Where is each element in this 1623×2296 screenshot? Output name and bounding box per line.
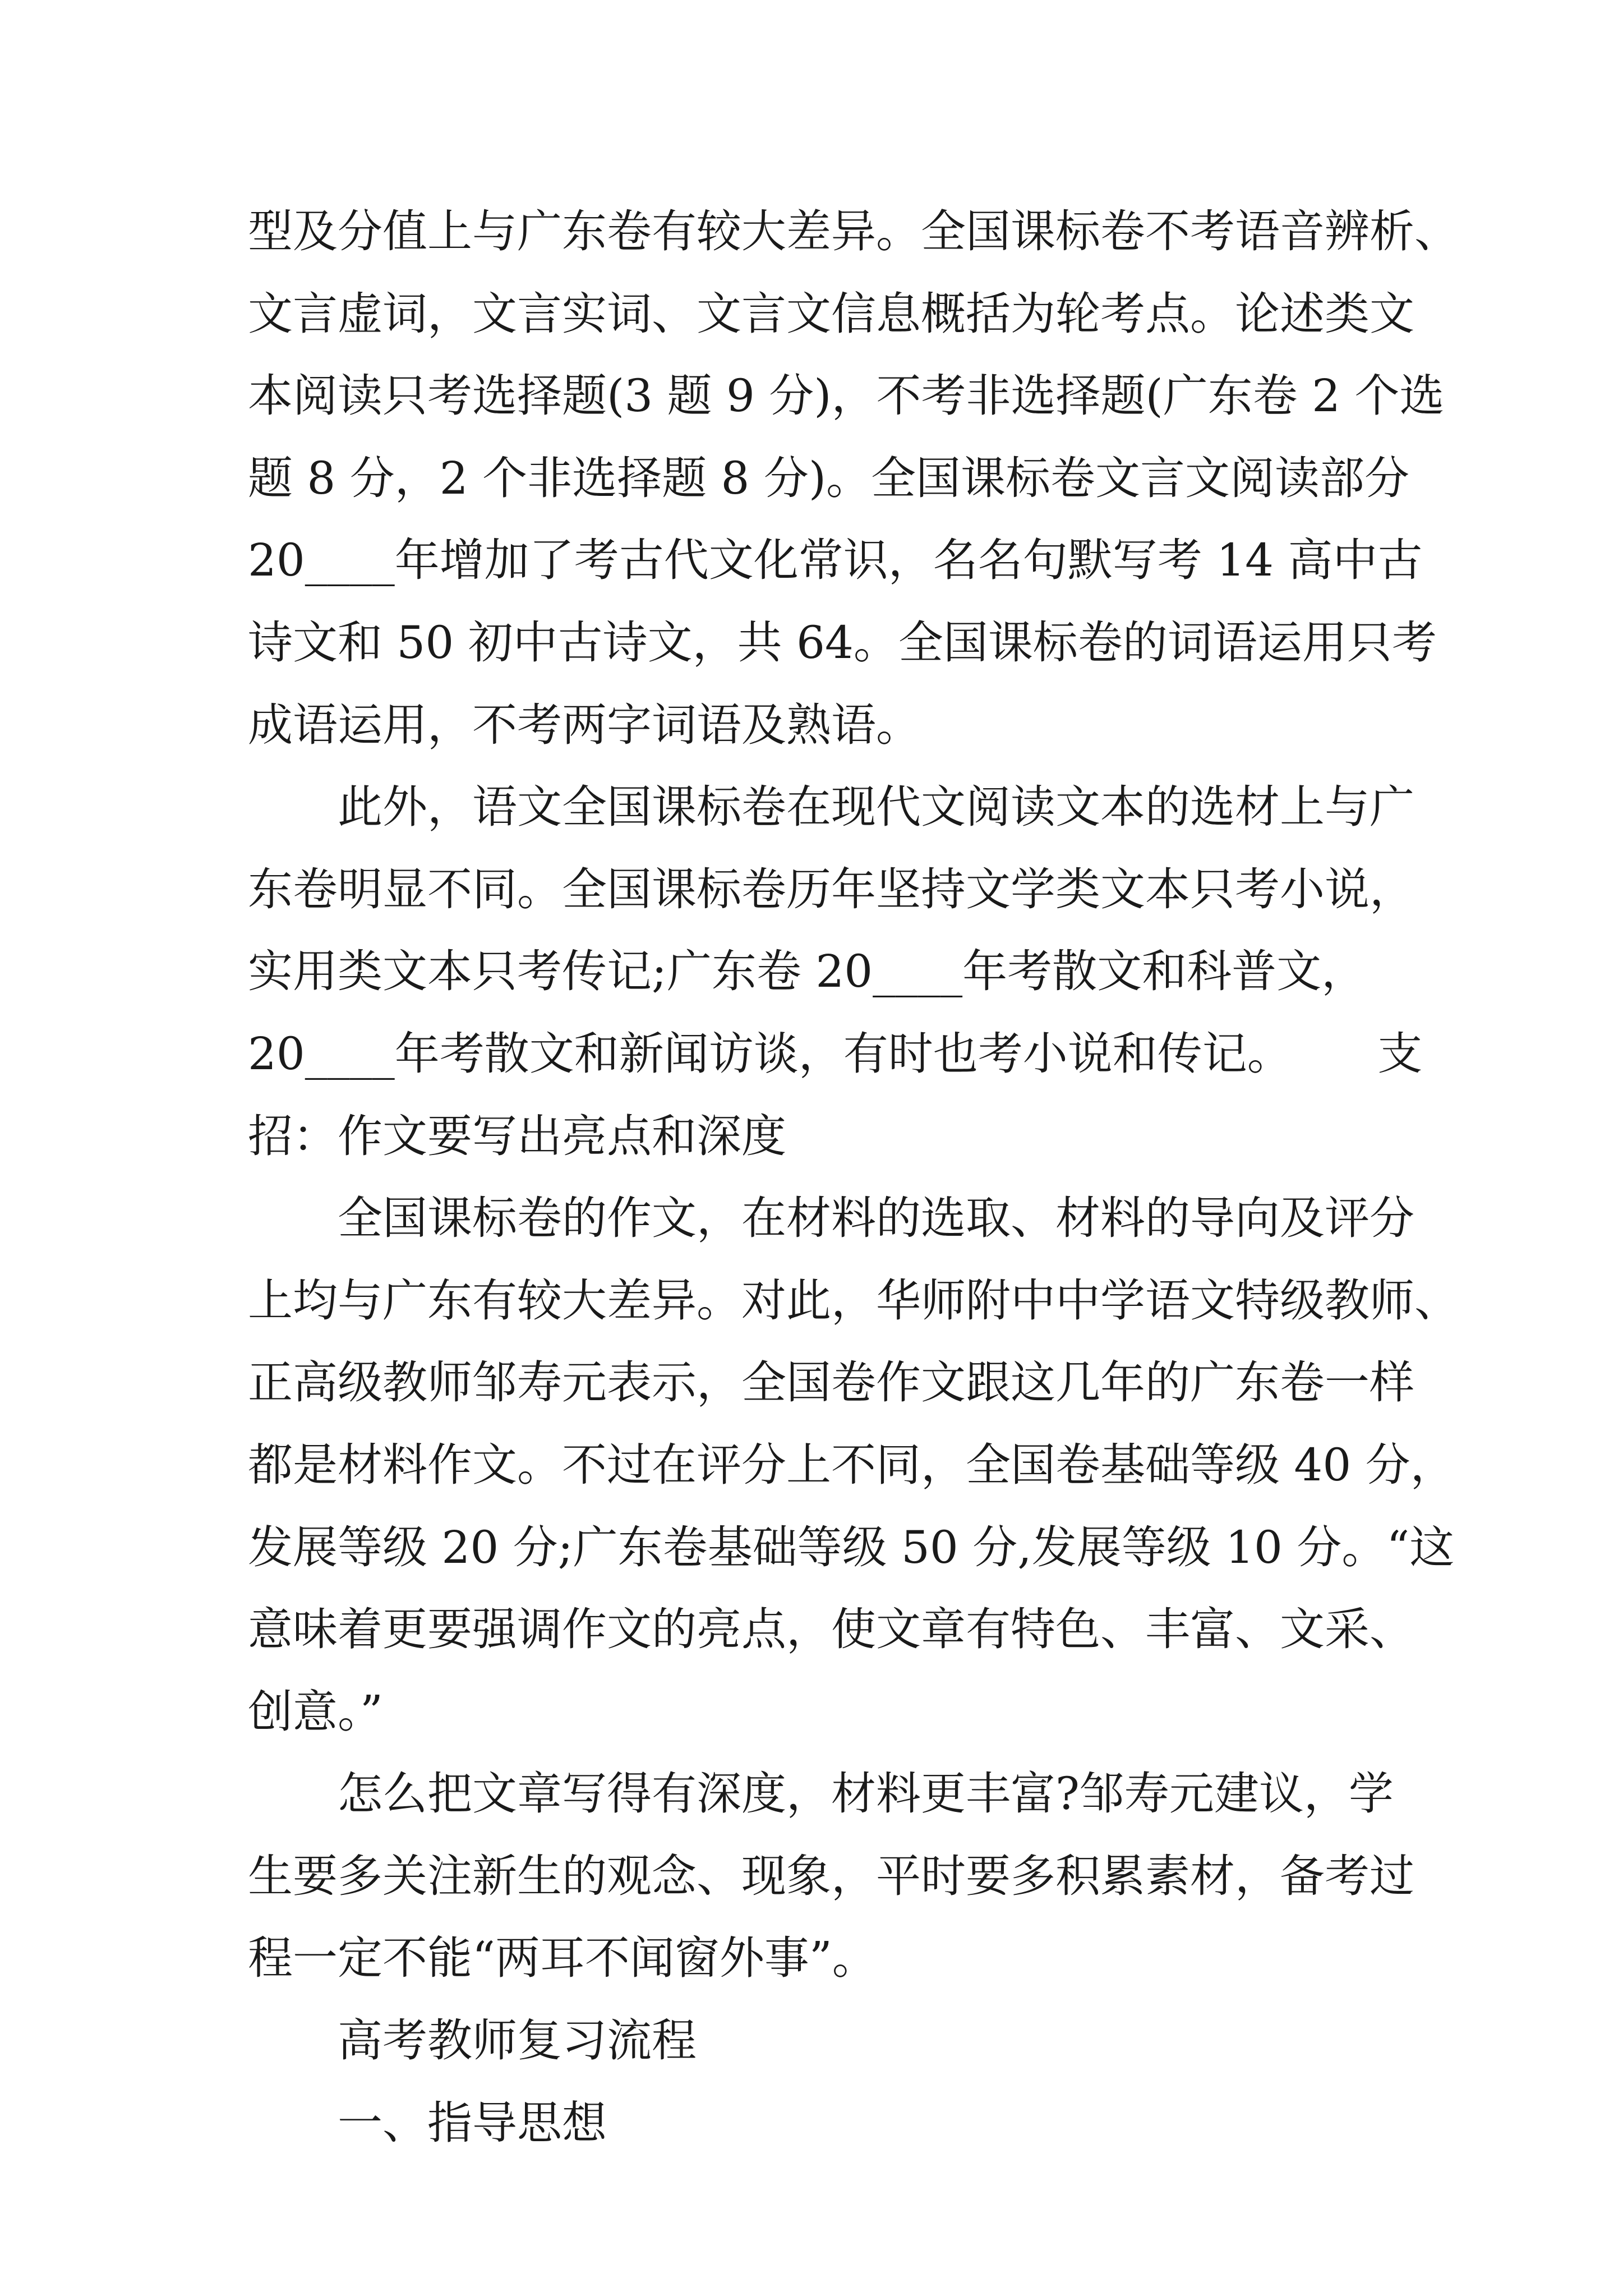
text-line: 发展等级 20 分;广东卷基础等级 50 分,发展等级 10 分。“这 xyxy=(248,1521,1455,1573)
text-line: 东卷明显不同。全国课标卷历年坚持文学类文本只考小说， xyxy=(248,863,1414,915)
text-line: 上均与广东有较大差异。对此，华师附中中学语文特级教师、 xyxy=(248,1274,1459,1327)
text-line: 文言虚词，文言实词、文言文信息概括为轮考点。论述类文 xyxy=(248,287,1414,340)
text-line: 程一定不能“两耳不闻窗外事”。 xyxy=(248,1932,877,1985)
text-line: 题 8 分，2 个非选择题 8 分)。全国课标卷文言文阅读部分 xyxy=(248,452,1410,504)
text-line: 生要多关注新生的观念、现象，平时要多积累素材，备考过 xyxy=(248,1849,1414,1902)
text-line: 20____年考散文和新闻访谈，有时也考小说和传记。 支 xyxy=(248,1027,1423,1080)
text-line: 型及分值上与广东卷有较大差异。全国课标卷不考语音辨析、 xyxy=(248,205,1459,257)
text-line: 成语运用，不考两字词语及熟语。 xyxy=(248,698,921,751)
text-line: 意味着更要强调作文的亮点，使文章有特色、丰富、文采、 xyxy=(248,1603,1414,1656)
text-line: 实用类文本只考传记;广东卷 20____年考散文和科普文， xyxy=(248,945,1367,998)
text-line: 诗文和 50 初中古诗文，共 64。全国课标卷的词语运用只考 xyxy=(248,616,1437,669)
text-line: 20____年增加了考古代文化常识，名名句默写考 14 高中古 xyxy=(248,534,1423,587)
paragraph-start-line: 此外，语文全国课标卷在现代文阅读文本的选材上与广 xyxy=(338,781,1414,834)
section-title: 高考教师复习流程 xyxy=(338,2014,697,2067)
subsection-title: 一、指导思想 xyxy=(338,2096,607,2149)
paragraph-start-line: 怎么把文章写得有深度，材料更丰富?邹寿元建议，学 xyxy=(338,1768,1394,1820)
text-line: 正高级教师邹寿元表示，全国卷作文跟这几年的广东卷一样 xyxy=(248,1356,1414,1409)
text-line: 本阅读只考选择题(3 题 9 分)，不考非选择题(广东卷 2 个选 xyxy=(248,370,1445,422)
text-line: 都是材料作文。不过在评分上不同，全国卷基础等级 40 分， xyxy=(248,1438,1455,1491)
body-text xyxy=(248,191,1459,2164)
section-heading-line: 招：作文要写出亮点和深度 xyxy=(248,1110,786,1162)
paragraph-start-line: 全国课标卷的作文，在材料的选取、材料的导向及评分 xyxy=(338,1192,1414,1245)
text-line: 创意。” xyxy=(248,1685,383,1738)
